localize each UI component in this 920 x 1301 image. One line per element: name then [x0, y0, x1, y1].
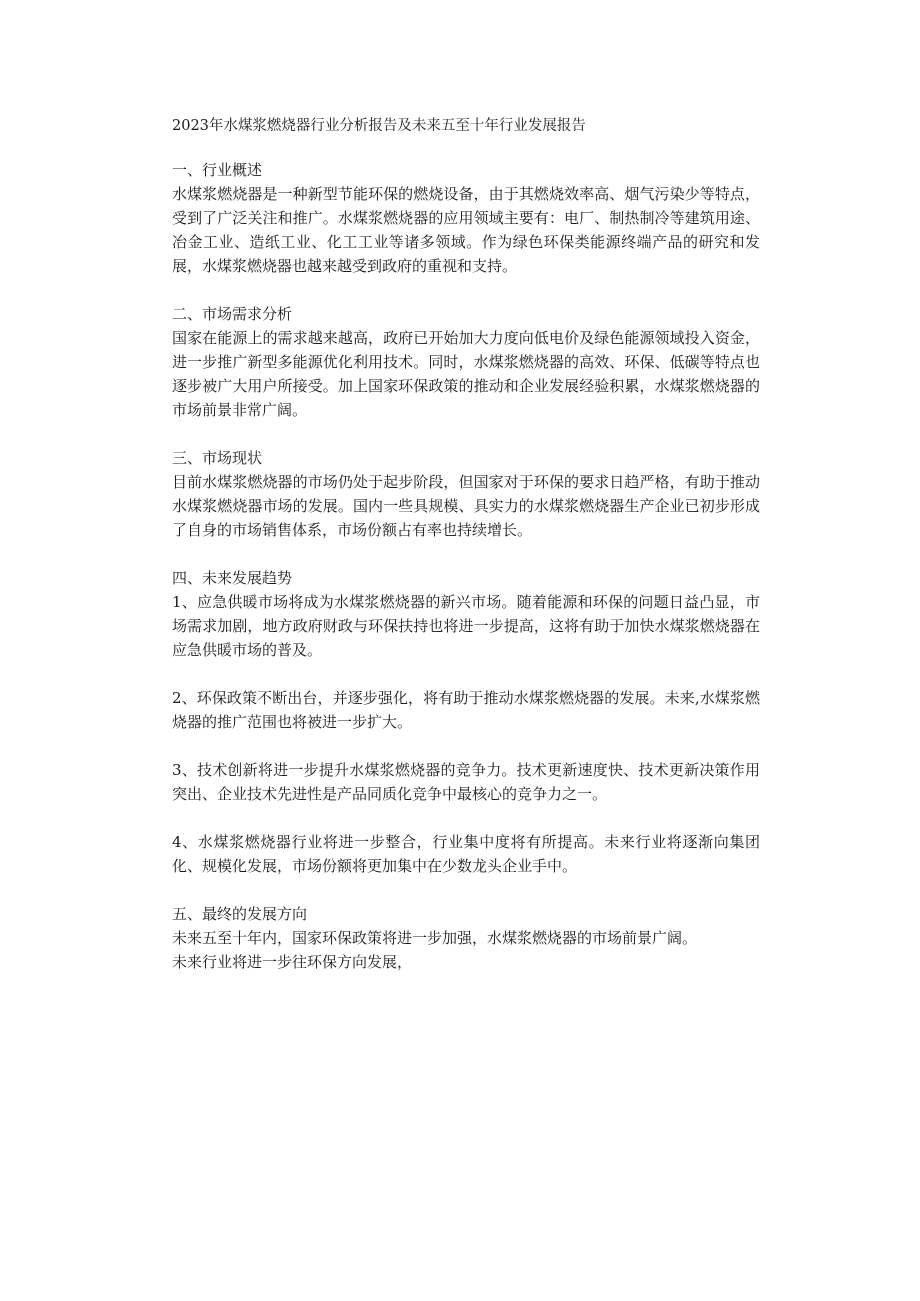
section-heading: 三、市场现状 — [172, 449, 263, 467]
section-heading: 一、行业概述 — [172, 161, 263, 179]
section-body: 国家在能源上的需求越来越高，政府已开始加大力度向低电价及绿色能源领域投入资金，进一步推广新型多能源优化利用技术。同时，水煤浆燃烧器的高效、环保、低碳等特点也逐步被广大用户所接受。加上国家环保政策的推动和企业发展经验积累，水煤浆燃烧器的市场前景非常广阔。 — [172, 329, 760, 419]
section-heading: 四、未来发展趋势 — [172, 569, 293, 587]
trend-item: 1、应急供暖市场将成为水煤浆燃烧器的新兴市场。随着能源和环保的问题日益凸显，市场需求加剧，地方政府财政与环保扶持也将进一步提高，这将有助于加快水煤浆燃烧器在应急供暖市场的普及。 — [172, 593, 760, 659]
final-line: 未来行业将进一步往环保方向发展， — [172, 953, 413, 971]
section-body: 水煤浆燃烧器是一种新型节能环保的燃烧设备，由于其燃烧效率高、烟气污染少等特点，受到了广泛关注和推广。水煤浆燃烧器的应用领域主要有：电厂、制热制冷等建筑用途、冶金工业、造纸工业、化工工业等诸多领域。作为绿色环保类能源终端产品的研究和发展，水煤浆燃烧器也越来越受到政府的重视和支持。 — [172, 185, 760, 275]
section-market-status — [172, 446, 760, 542]
final-line: 未来五至十年内，国家环保政策将进一步加强，水煤浆燃烧器的市场前景广阔。 — [172, 929, 698, 947]
section-heading: 二、市场需求分析 — [172, 305, 293, 323]
section-future-trends — [172, 566, 760, 878]
section-heading: 五、最终的发展方向 — [172, 905, 308, 923]
trend-item: 4、水煤浆燃烧器行业将进一步整合，行业集中度将有所提高。未来行业将逐渐向集团化、规模化发展，市场份额将更加集中在少数龙头企业手中。 — [172, 833, 760, 875]
section-body: 目前水煤浆燃烧器的市场仍处于起步阶段，但国家对于环保的要求日趋严格，有助于推动水煤浆燃烧器市场的发展。国内一些具规模、具实力的水煤浆燃烧器生产企业已初步形成了自身的市场销售体系，市场份额占有率也持续增长。 — [172, 473, 760, 539]
document-page — [172, 112, 760, 998]
trend-item: 2、环保政策不断出台，并逐步强化，将有助于推动水煤浆燃烧器的发展。未来,水煤浆燃烧器的推广范围也将被进一步扩大。 — [172, 689, 760, 731]
section-market-demand — [172, 302, 760, 422]
section-industry-overview — [172, 158, 760, 278]
document-title: 2023年水煤浆燃烧器行业分析报告及未来五至十年行业发展报告 — [172, 118, 586, 134]
trend-item: 3、技术创新将进一步提升水煤浆燃烧器的竞争力。技术更新速度快、技术更新决策作用突出、企业技术先进性是产品同质化竞争中最核心的竞争力之一。 — [172, 761, 760, 803]
section-final-direction — [172, 902, 760, 974]
